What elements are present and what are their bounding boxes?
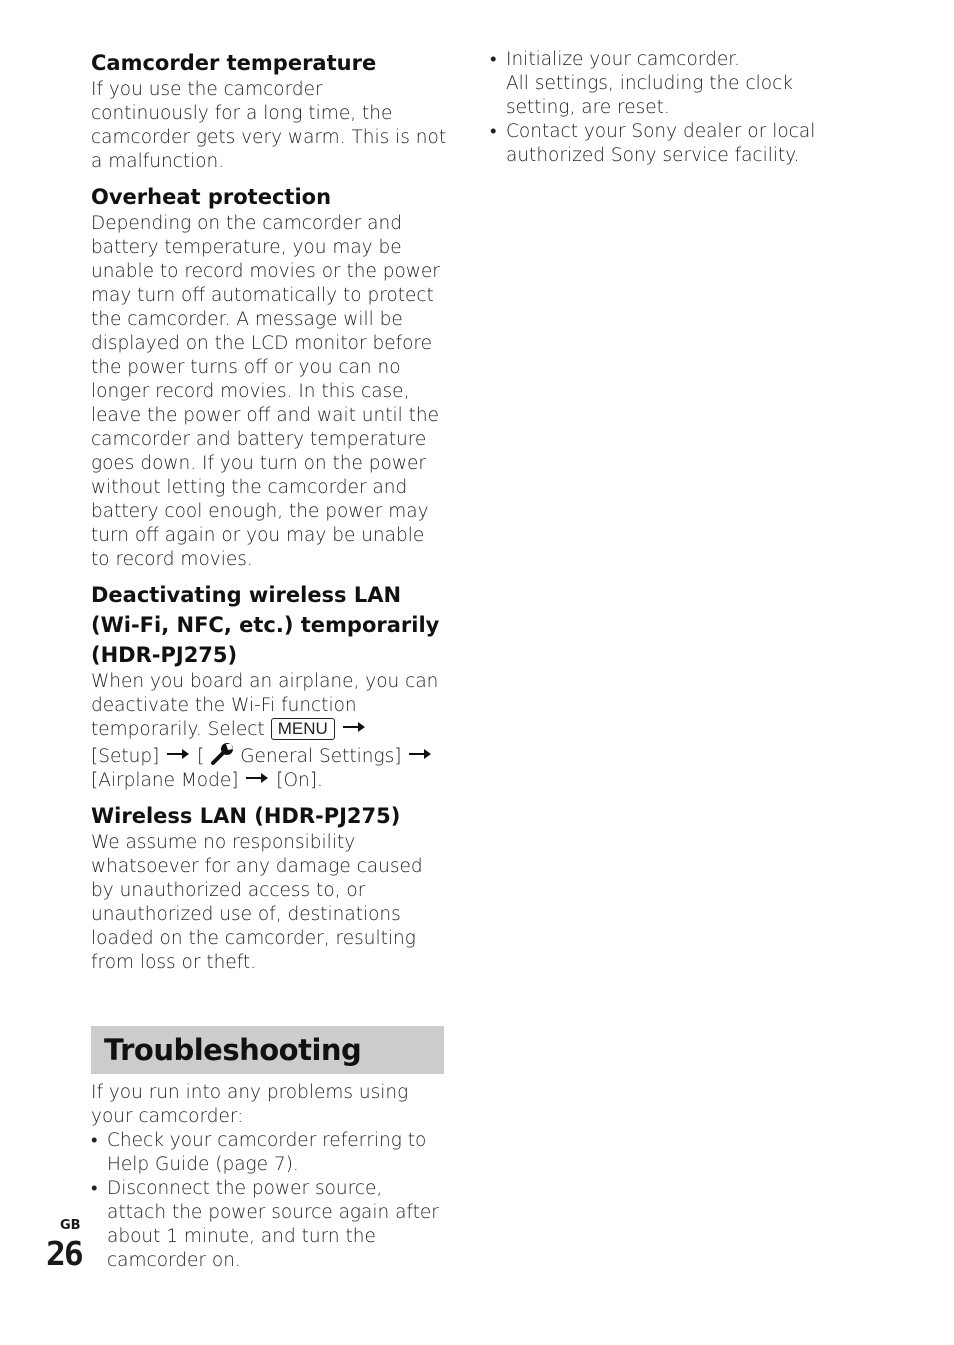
right-arrow-icon <box>167 748 189 760</box>
right-arrow-icon <box>343 721 365 733</box>
para-wireless-lan: We assume no responsibility whatsoever for any damage caused by unauthorized access to, or unauthorized use of, destinations loaded on the camcorder, resulting from loss or theft. <box>91 832 423 973</box>
list-item: • Contact your Sony dealer or local authorized Sony service facility. <box>490 121 816 166</box>
page-number: 26 <box>46 1234 82 1273</box>
bullet-icon: • <box>490 49 497 70</box>
section-wireless-lan <box>91 801 447 975</box>
bullet-icon: • <box>490 121 497 142</box>
bullet-icon: • <box>91 1178 98 1199</box>
right-list <box>490 48 840 168</box>
right-arrow-icon <box>409 748 431 760</box>
list-item: • Initialize your camcorder. All settings, including the clock setting, are reset. <box>490 49 793 118</box>
section-overheat-protection <box>91 182 447 572</box>
heading-wireless-lan: Wireless LAN (HDR-PJ275) <box>91 804 401 828</box>
troubleshooting-title: Troubleshooting <box>104 1033 362 1067</box>
bullet-icon: • <box>91 1130 98 1151</box>
list-item: • Disconnect the power source, attach the power source again after about 1 minute, and turn the camcorder on. <box>91 1178 439 1271</box>
menu-key-icon: MENU <box>271 718 335 740</box>
section-camcorder-temperature <box>91 48 447 174</box>
right-arrow-icon <box>246 772 268 784</box>
heading-overheat-protection: Overheat protection <box>91 185 332 209</box>
troubleshooting-body <box>91 1081 447 1273</box>
para-deactivating-wireless: When you board an airplane, you can deactivate the Wi-Fi function temporarily. Select MENU [Setup] [ General Settings] [Airplane Mode] [On]. <box>91 671 439 791</box>
left-column <box>91 48 447 983</box>
section-deactivating-wireless <box>91 580 447 793</box>
heading-camcorder-temperature: Camcorder temperature <box>91 51 377 75</box>
troubleshooting-banner <box>91 1026 444 1074</box>
para-overheat-protection: Depending on the camcorder and battery temperature, you may be unable to record movies or the power may turn off automatically to protect the camcorder. A message will be displayed on the LCD monitor before the power turns off or you can no longer record movies. In this case, leave the power off and wait until the camcorder and battery temperature goes down. If you turn on the power without letting the camcorder and battery cool enough, the power may turn off again or you may be unable to record movies. <box>91 213 440 570</box>
region-code: GB <box>60 1218 81 1233</box>
para-camcorder-temperature: If you use the camcorder continuously for a long time, the camcorder gets very warm. This is not a malfunction. <box>91 79 447 172</box>
list-item: • Check your camcorder referring to Help Guide (page 7). <box>91 1130 427 1175</box>
troubleshooting-list <box>91 1129 447 1273</box>
wrench-icon <box>210 742 236 766</box>
heading-deactivating-wireless: Deactivating wireless LAN (Wi-Fi, NFC, etc.) temporarily (HDR-PJ275) <box>91 583 440 667</box>
troubleshooting-intro: If you run into any problems using your camcorder: <box>91 1082 409 1127</box>
right-column <box>490 48 840 168</box>
